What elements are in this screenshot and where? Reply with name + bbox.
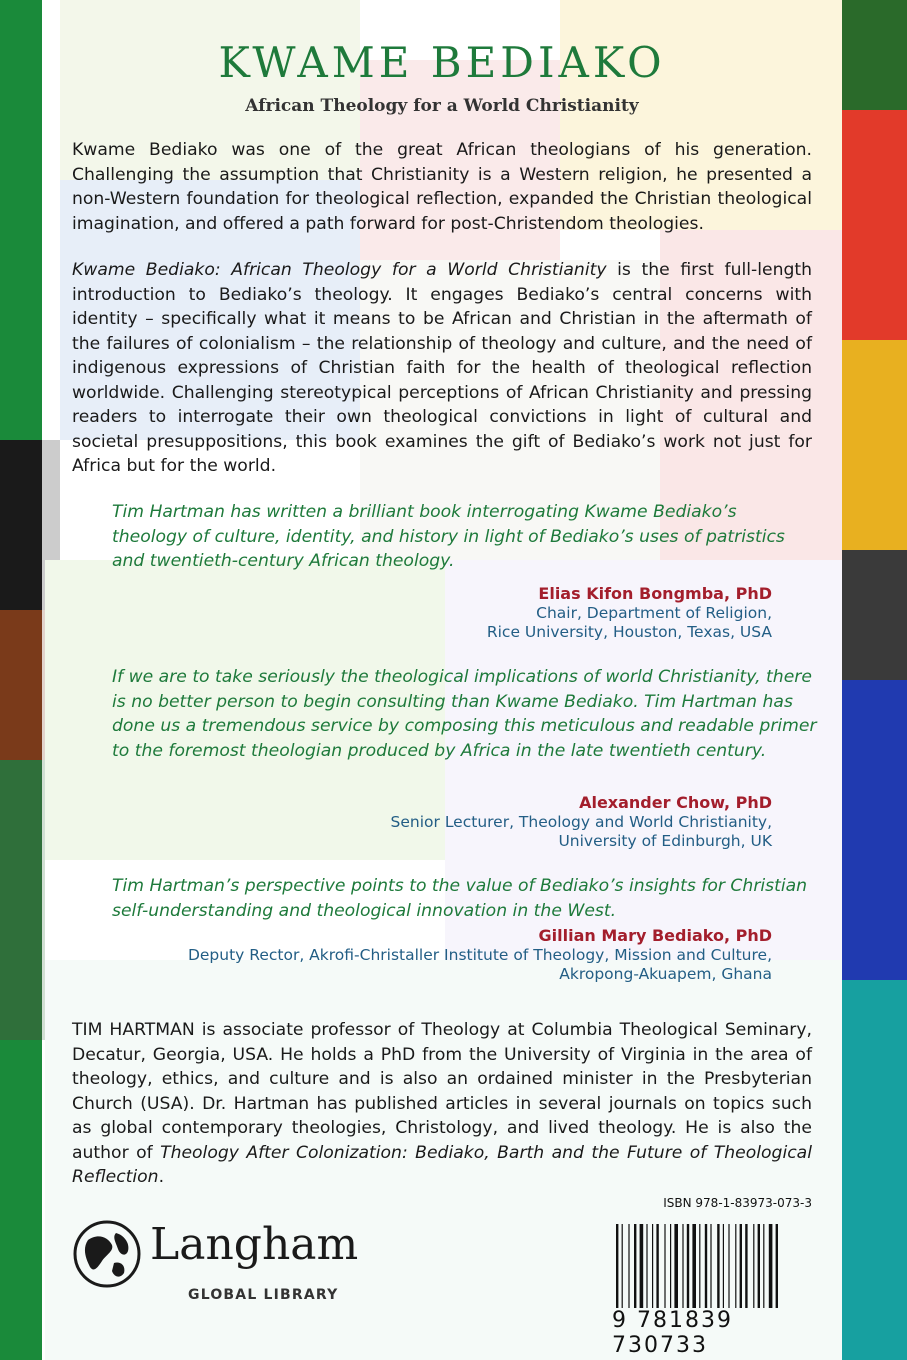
description-text: is the first full-length introduction to Bediako’s theology. It engages Bediako’s central concerns with identity – specifically what it means to be African and Christian in the aftermath of the failures of colonialism – the relationship of theology and culture, and the need of indigenous expressions of Christian faith for the health of theological reflection worldwide. Challenging stereotypical perceptions of African Christianity and pressing readers to interrogate their own theological convictions in light of cultural and societal presuppositions, this book examines the gift of Bediako’s work not just for Africa but for the world. (72, 260, 813, 476)
barcode-stripe (628, 1224, 629, 1308)
isbn-label: ISBN 978-1-83973-073-3 (663, 1196, 812, 1210)
endorsement-attribution-3 (188, 926, 772, 985)
endorser-affiliation: Akropong-Akuapem, Ghana (559, 965, 772, 983)
barcode-stripe (728, 1224, 729, 1308)
description-paragraph-2 (72, 258, 812, 479)
barcode-stripe (735, 1224, 736, 1308)
barcode-stripe (687, 1224, 689, 1308)
barcode-stripe (652, 1224, 653, 1308)
author-other-book: Theology After Colonization: Bediako, Barth and the Future of Theological Reflection (72, 1142, 812, 1187)
barcode-stripe (616, 1224, 618, 1308)
endorser-affiliation: University of Edinburgh, UK (558, 832, 772, 850)
endorsement-quote-3: Tim Hartman’s perspective points to the value of Bediako’s insights for Christian self-understanding and theological innovation in the West. (112, 876, 808, 921)
book-subtitle: African Theology for a World Christianity (245, 96, 639, 116)
endorser-name: Gillian Mary Bediako, PhD (538, 926, 772, 945)
barcode-bars (612, 1224, 812, 1320)
barcode-stripe (710, 1224, 711, 1308)
author-bio (72, 1018, 812, 1190)
barcode-stripe (692, 1224, 696, 1308)
barcode-digits: 9 781839 730733 (612, 1308, 733, 1358)
barcode-stripe (723, 1224, 724, 1308)
description-paragraph-1: Kwame Bediako was one of the great African theologians of his generation. Challenging the assumption that Christianity is a Western religion, he presented a non-Western foundation for theological reflection, expanded the Christian theological imagination, and offered a path forward for post-Christendom theologies. (72, 140, 812, 234)
barcode-stripe (646, 1224, 647, 1308)
isbn-barcode (612, 1196, 812, 1358)
endorsement-quote-2: If we are to take seriously the theological implications of world Christianity, there is no better person to begin consulting than Kwame Bediako. Tim Hartman has done us a tremendous service by composing this meticulous and readable primer to the foremost theologian produced by Africa in the late twentieth century. (112, 667, 817, 761)
publisher-name: Langham (150, 1219, 359, 1270)
barcode-stripe (769, 1224, 773, 1308)
publisher-logo (68, 1215, 388, 1315)
barcode-stripe (656, 1224, 658, 1308)
endorsement-quote-1: Tim Hartman has written a brilliant book interrogating Kwame Bediako’s theology of culture, identity, and history in light of Bediako’s uses of patristics and twentieth-century African theology. (112, 502, 785, 571)
endorser-title: Chair, Department of Religion, (536, 603, 772, 622)
endorser-title: Senior Lecturer, Theology and World Christianity, (390, 812, 772, 831)
barcode-stripe (682, 1224, 683, 1308)
barcode-stripe (622, 1224, 623, 1308)
barcode-stripe (763, 1224, 764, 1308)
barcode-stripe (670, 1224, 671, 1308)
description-book-title: Kwame Bediako: African Theology for a World Christianity (72, 260, 607, 280)
endorser-title: Deputy Rector, Akrofi-Christaller Institute of Theology, Mission and Culture, (187, 945, 772, 964)
endorsement-attribution-2 (391, 793, 772, 852)
barcode-stripe (634, 1224, 636, 1308)
barcode-stripe (745, 1224, 747, 1308)
endorser-name: Elias Kifon Bongmba, PhD (538, 584, 772, 603)
endorser-affiliation: Rice University, Houston, Texas, USA (486, 623, 772, 641)
globe-icon (68, 1215, 146, 1293)
barcode-stripe (674, 1224, 678, 1308)
author-bio-text: TIM HARTMAN is associate professor of Theology at Columbia Theological Seminary, Decatur, Georgia, USA. He holds a PhD from the University of Virginia in the area of theology, ethics, and culture and is also an ordained minister in the Presbyterian Church (USA). Dr. Hartman has published articles in several journals on topics such as global contemporary theologies, Christology, and lived theology. He is also the author of (72, 1020, 812, 1163)
barcode-stripe (664, 1224, 665, 1308)
barcode-stripe (699, 1224, 700, 1308)
barcode-stripe (717, 1224, 719, 1308)
endorser-name: Alexander Chow, PhD (579, 793, 772, 812)
barcode-stripe (776, 1224, 778, 1308)
barcode-stripe (753, 1224, 754, 1308)
author-bio-end: . (158, 1167, 165, 1187)
barcode-stripe (740, 1224, 742, 1308)
endorsement-attribution-1 (487, 584, 772, 643)
book-title: KWAME BEDIAKO (218, 38, 666, 87)
publisher-imprint: GLOBAL LIBRARY (188, 1287, 339, 1303)
barcode-stripe (640, 1224, 644, 1308)
barcode-stripe (758, 1224, 760, 1308)
barcode-stripe (705, 1224, 707, 1308)
back-cover (72, 0, 817, 1360)
